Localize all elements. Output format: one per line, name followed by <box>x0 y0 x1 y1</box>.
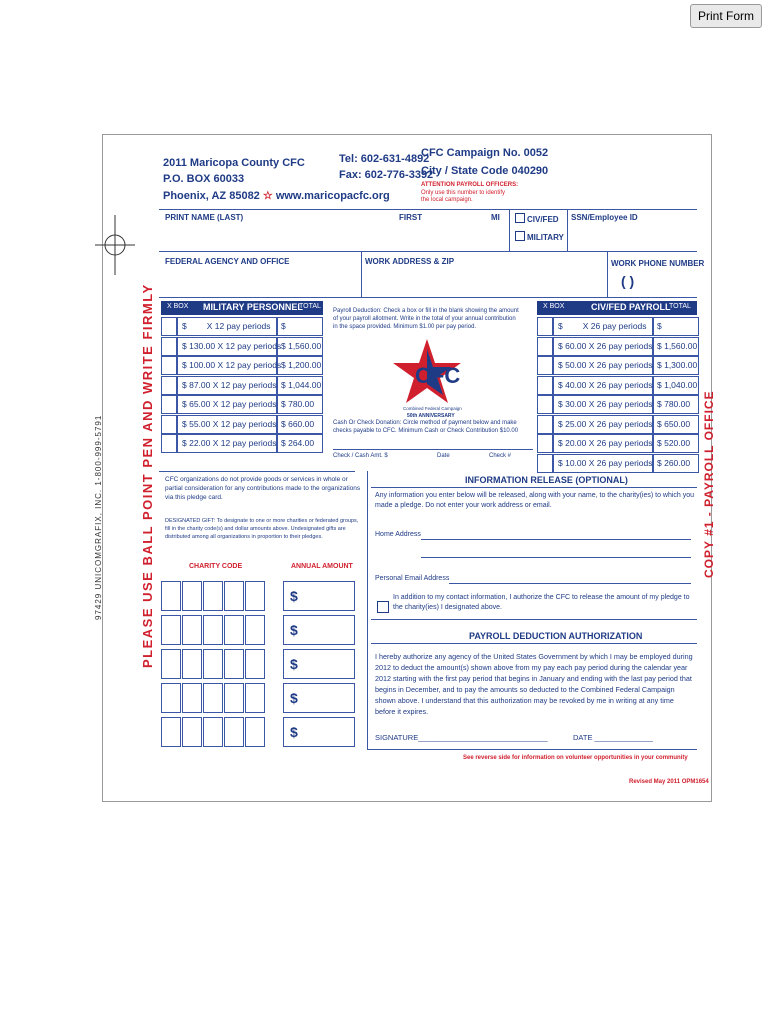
check-number[interactable]: Check # <box>489 453 512 459</box>
military-xbox-3[interactable] <box>161 376 177 395</box>
annual-amount-label: ANNUAL AMOUNT <box>291 563 353 570</box>
signature-field[interactable]: SIGNATURE_______________________________ <box>375 733 548 742</box>
charity-code-digit[interactable] <box>203 649 223 679</box>
city-state-code: City / State Code 040290 <box>421 165 549 177</box>
anniversary-label: 50th ANNIVERSARY <box>407 413 455 419</box>
civfed-xbox-2[interactable] <box>537 356 553 375</box>
svg-text:CFC: CFC <box>415 363 461 388</box>
military-amount-4: $ 65.00 X 12 pay periods <box>177 395 277 414</box>
star-icon: ☆ <box>262 190 273 202</box>
civfed-xbox-0[interactable] <box>537 317 553 336</box>
civfed-xbox-1[interactable] <box>537 337 553 356</box>
civfed-total-4: $ 780.00 <box>653 395 699 414</box>
charity-code-digit[interactable] <box>203 615 223 645</box>
civfed-total-7: $ 260.00 <box>653 454 699 473</box>
email-label: Personal Email Address <box>375 575 450 582</box>
civfed-total-1: $ 1,560.00 <box>653 337 699 356</box>
home-address-label: Home Address <box>375 531 421 538</box>
military-total-3: $ 1,044.00 <box>277 376 323 395</box>
military-total-6: $ 264.00 <box>277 434 323 453</box>
attention-note-2: the local campaign. <box>421 197 473 203</box>
email-input[interactable] <box>449 583 691 584</box>
charity-code-digit[interactable] <box>182 649 202 679</box>
campaign-number: CFC Campaign No. 0052 <box>421 147 549 159</box>
civfed-checkbox[interactable]: CIV/FED <box>515 213 559 224</box>
military-xbox-0[interactable] <box>161 317 177 336</box>
charity-code-digit[interactable] <box>182 683 202 713</box>
charity-code-digit[interactable] <box>161 615 181 645</box>
charity-code-digit[interactable] <box>245 717 265 747</box>
charity-code-digit[interactable] <box>245 649 265 679</box>
civfed-amount-4: $ 30.00 X 26 pay periods <box>553 395 653 414</box>
military-checkbox[interactable]: MILITARY <box>515 231 564 242</box>
charity-code-digit[interactable] <box>182 717 202 747</box>
civfed-total-2: $ 1,300.00 <box>653 356 699 375</box>
civfed-total-3: $ 1,040.00 <box>653 376 699 395</box>
dollar-sign: $ <box>290 656 298 672</box>
date-field[interactable]: DATE ______________ <box>573 733 653 742</box>
military-amount-5: $ 55.00 X 12 pay periods <box>177 415 277 434</box>
cash-instructions: Cash Or Check Donation: Circle method of payment below and make checks payable to CFC. Minimum Cash or Check Contribution $10.00 <box>333 420 519 434</box>
tel: Tel: 602-631-4892 <box>339 153 430 165</box>
civfed-total-5: $ 650.00 <box>653 415 699 434</box>
charity-code-digit[interactable] <box>245 683 265 713</box>
military-xbox-6[interactable] <box>161 434 177 453</box>
civfed-xbox-5[interactable] <box>537 415 553 434</box>
charity-code-digit[interactable] <box>224 581 244 611</box>
info-release-text: Any information you enter below will be released, along with your name, to the charity(ies) to which you made a pledge. Do not enter your work address or email. <box>375 492 695 509</box>
print-form-button[interactable]: Print Form <box>690 4 762 28</box>
ballpoint-instruction: PLEASE USE BALL POINT PEN AND WRITE FIRMLY <box>140 283 155 668</box>
po-box: P.O. BOX 60033 <box>163 173 245 185</box>
info-release-title: INFORMATION RELEASE (OPTIONAL) <box>465 475 628 485</box>
military-amount-0[interactable]: $ X 12 pay periods <box>177 317 277 336</box>
fax: Fax: 602-776-3392 <box>339 169 434 181</box>
charity-code-digit[interactable] <box>161 683 181 713</box>
annual-amount-input[interactable] <box>283 683 355 713</box>
annual-amount-input[interactable] <box>283 717 355 747</box>
org-name: 2011 Maricopa County CFC <box>163 157 305 169</box>
military-amount-6: $ 22.00 X 12 pay periods <box>177 434 277 453</box>
pledge-form <box>102 134 712 802</box>
dollar-sign: $ <box>290 622 298 638</box>
charity-code-digit[interactable] <box>182 581 202 611</box>
civfed-total-0[interactable]: $ <box>653 317 699 336</box>
annual-amount-input[interactable] <box>283 615 355 645</box>
charity-code-digit[interactable] <box>224 683 244 713</box>
charity-code-label: CHARITY CODE <box>189 563 243 570</box>
designated-gift-note: DESIGNATED GIFT: To designate to one or more charities or federated groups, fill in the charity code(s) and dollar amounts above. Undesignated gifts are distributed among all organizations in proportion to their pledges. <box>165 518 359 540</box>
charity-code-digit[interactable] <box>161 649 181 679</box>
payroll-instructions: Payroll Deduction: Check a box or fill in the blank showing the amount of your payroll allotment. Write in the total of your annual contribution in the space provided. Minimum $1.00 per pay period. <box>333 308 519 330</box>
attention-note: Only use this number to identify <box>421 190 506 196</box>
work-address-label: WORK ADDRESS & ZIP <box>365 257 455 266</box>
military-amount-1: $ 130.00 X 12 pay periods <box>177 337 277 356</box>
military-header-bar: X BOX MILITARY PERSONNEL TOTAL <box>161 301 323 315</box>
civfed-amount-2: $ 50.00 X 26 pay periods <box>553 356 653 375</box>
civfed-xbox-7[interactable] <box>537 454 553 473</box>
civfed-amount-6: $ 20.00 X 26 pay periods <box>553 434 653 453</box>
charity-code-digit[interactable] <box>245 581 265 611</box>
check-cash-amount[interactable]: Check / Cash Amt. $ <box>333 453 388 459</box>
civfed-xbox-3[interactable] <box>537 376 553 395</box>
home-address-input[interactable] <box>421 539 691 540</box>
charity-code-digit[interactable] <box>203 683 223 713</box>
attention-label: ATTENTION PAYROLL OFFICERS: <box>421 182 519 188</box>
home-address-input-2[interactable] <box>421 557 691 558</box>
military-xbox-4[interactable] <box>161 395 177 414</box>
payroll-auth-text: I hereby authorize any agency of the United States Government by which I may be employed during 2012 to deduct the amount(s) shown above from my pay each pay period during the calendar year 2012 starting with the first pay period that begins in January and ending with the last pay period that begins in December, and to pay the amounts so deducted to the Combined Federal Campaign shown above. I understand that this authorization may be revoked by me in writing at any time before it expires. <box>375 652 693 716</box>
military-total-5: $ 660.00 <box>277 415 323 434</box>
charity-code-digit[interactable] <box>161 581 181 611</box>
dollar-sign: $ <box>290 690 298 706</box>
civfed-amount-5: $ 25.00 X 26 pay periods <box>553 415 653 434</box>
first-label: FIRST <box>399 213 423 222</box>
print-name-label: PRINT NAME (LAST) <box>165 213 244 222</box>
civfed-amount-7: $ 10.00 X 26 pay periods <box>553 454 653 473</box>
civfed-header-bar: X BOX CIV/FED PAYROLL TOTAL <box>537 301 697 315</box>
release-amount-checkbox[interactable] <box>377 601 389 613</box>
mi-label: MI <box>491 213 500 222</box>
charity-code-digit[interactable] <box>224 717 244 747</box>
annual-amount-input[interactable] <box>283 649 355 679</box>
charity-code-digit[interactable] <box>203 717 223 747</box>
org-city: Phoenix, AZ 85082 ☆ www.maricopacfc.org <box>163 190 390 202</box>
civfed-amount-1: $ 60.00 X 26 pay periods <box>553 337 653 356</box>
printer-info: 97429 UNICOMGRAFIX, INC. 1-800-999-5791 <box>94 414 103 620</box>
ssn-label: SSN/Employee ID <box>571 213 638 222</box>
military-total-1: $ 1,560.00 <box>277 337 323 356</box>
military-xbox-5[interactable] <box>161 415 177 434</box>
annual-amount-input[interactable] <box>283 581 355 611</box>
charity-code-digit[interactable] <box>203 581 223 611</box>
charity-code-digit[interactable] <box>224 649 244 679</box>
civfed-xbox-6[interactable] <box>537 434 553 453</box>
dollar-sign: $ <box>290 588 298 604</box>
crosshair-icon <box>95 215 135 275</box>
date-label[interactable]: Date <box>437 453 450 459</box>
dollar-sign: $ <box>290 724 298 740</box>
civfed-total-6: $ 520.00 <box>653 434 699 453</box>
military-total-2: $ 1,200.00 <box>277 356 323 375</box>
military-amount-2: $ 100.00 X 12 pay periods <box>177 356 277 375</box>
military-xbox-2[interactable] <box>161 356 177 375</box>
charity-code-digit[interactable] <box>161 717 181 747</box>
charity-code-digit[interactable] <box>224 615 244 645</box>
svg-text:Combined Federal Campaign: Combined Federal Campaign <box>403 406 462 411</box>
military-amount-3: $ 87.00 X 12 pay periods <box>177 376 277 395</box>
payroll-auth-title: PAYROLL DEDUCTION AUTHORIZATION <box>469 631 643 641</box>
cfc-orgs-note: CFC organizations do not provide goods or services in whole or partial consideration for any contributions made to the organizations via this pledge card. <box>165 476 361 501</box>
work-phone-label: WORK PHONE NUMBER <box>611 259 705 268</box>
see-reverse-note: See reverse side for information on volunteer opportunities in your community <box>463 755 688 761</box>
charity-code-digit[interactable] <box>182 615 202 645</box>
phone-parens: ( ) <box>621 273 635 289</box>
military-total-0[interactable]: $ <box>277 317 323 336</box>
cfc-logo <box>393 337 473 417</box>
civfed-xbox-4[interactable] <box>537 395 553 414</box>
charity-code-digit[interactable] <box>245 615 265 645</box>
civfed-amount-0[interactable]: $ X 26 pay periods <box>553 317 653 336</box>
release-amount-text: In addition to my contact information, I authorize the CFC to release the amount of my pledge to the charity(ies) I designated above. <box>393 594 690 611</box>
military-xbox-1[interactable] <box>161 337 177 356</box>
copy-label: COPY #1 - PAYROLL OFFICE <box>702 390 716 578</box>
civfed-amount-3: $ 40.00 X 26 pay periods <box>553 376 653 395</box>
revision-label: Revised May 2011 OPM1654 <box>629 779 709 785</box>
military-total-4: $ 780.00 <box>277 395 323 414</box>
website-link[interactable]: www.maricopacfc.org <box>275 190 390 202</box>
agency-label: FEDERAL AGENCY AND OFFICE <box>165 257 290 266</box>
